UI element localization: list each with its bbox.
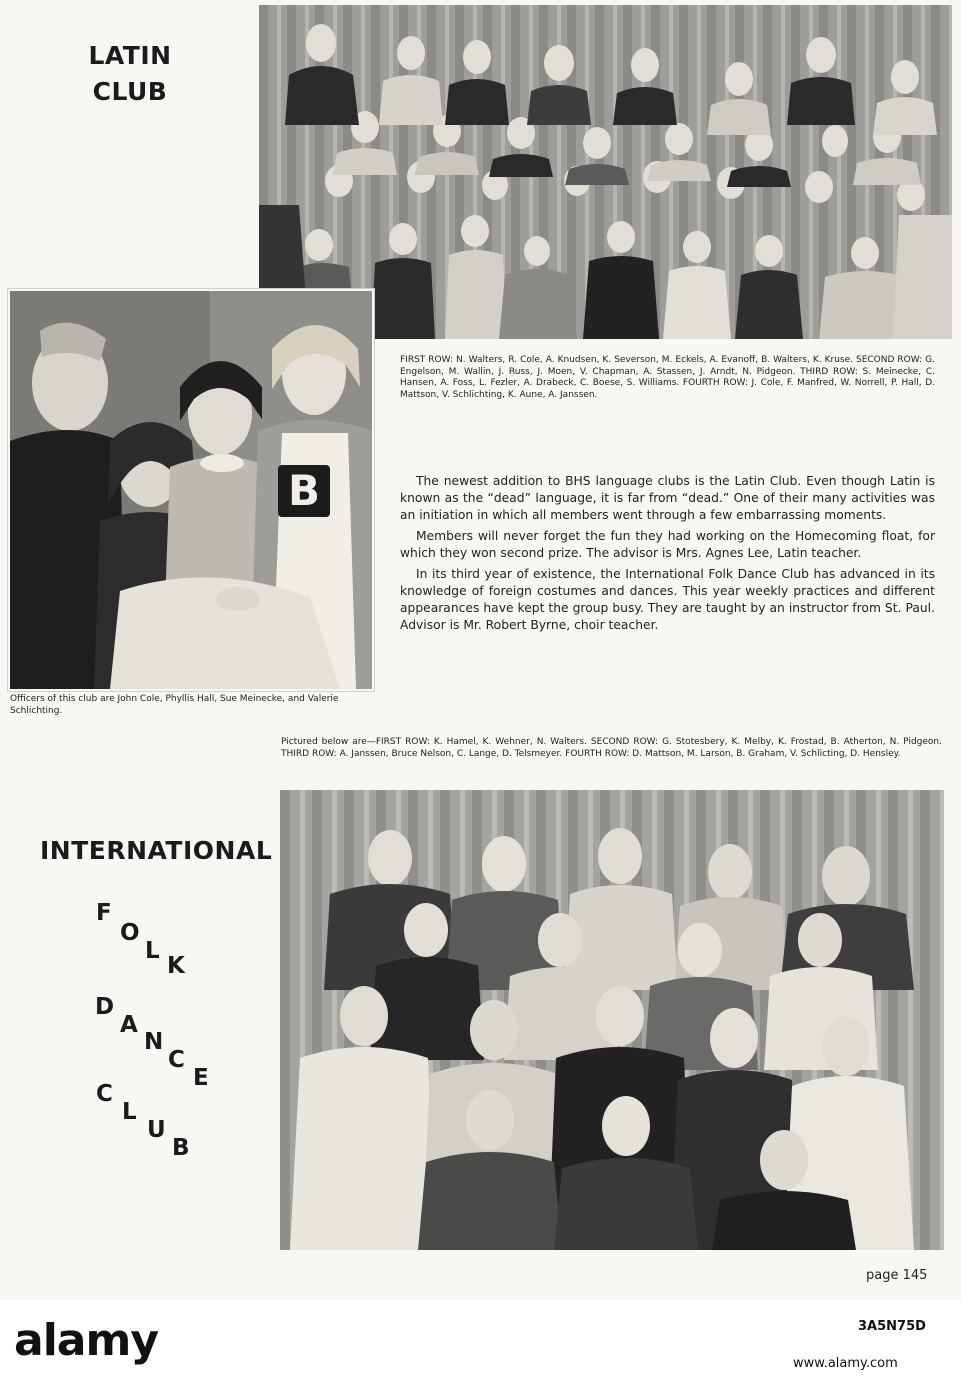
title-letter: B bbox=[172, 1135, 190, 1161]
title-letter: C bbox=[96, 1081, 113, 1107]
officers-photo-drawing bbox=[10, 291, 372, 689]
page-number: page 145 bbox=[866, 1268, 928, 1283]
latin-title-line1: LATIN bbox=[88, 41, 172, 70]
image-id: 3A5N75D bbox=[858, 1319, 926, 1334]
title-letter: C bbox=[168, 1047, 185, 1073]
latin-title-line2: CLUB bbox=[92, 77, 168, 106]
title-letter: L bbox=[122, 1099, 137, 1125]
svg-text:B: B bbox=[287, 466, 321, 515]
title-letter: L bbox=[145, 938, 160, 964]
title-letter: N bbox=[144, 1029, 164, 1055]
title-letter: F bbox=[96, 900, 112, 926]
latin-club-officers-photo bbox=[8, 289, 374, 691]
folk-dance-roster-caption: Pictured below are—FIRST ROW: K. Hamel, K. Wehner, N. Walters. SECOND ROW: G. Stotesbery, K. Melby, K. Frostad, B. Atherton, N. Pidgeon. THIRD ROW: A. Janssen, Bruce Nelson, C. Lange, D. Telsmeyer. FOURTH ROW: D. Mattson, M. Larson, B. Graham, V. Schlicting, D. Hensley. bbox=[281, 737, 942, 759]
watermark-url: www.alamy.com bbox=[793, 1356, 898, 1371]
alamy-logo: alamy bbox=[14, 1315, 158, 1366]
article-paragraph-3: In its third year of existence, the International Folk Dance Club has advanced in its knowledge of foreign costumes and dances. This year weekly practices and different appearances have kept the group busy. They are taught by an instructor from St. Paul. Advisor is Mr. Robert Byrne, choir teacher. bbox=[400, 567, 935, 632]
folk-group-photo-drawing bbox=[280, 790, 944, 1250]
latin-club-roster-caption: FIRST ROW: N. Walters, R. Cole, A. Knudsen, K. Severson, M. Eckels, A. Evanoff, B. Walters, K. Kruse. SECOND ROW: G. Engelson, M. Wallin, J. Russ, J. Moen, V. Chapman, A. Stassen, J. Arndt, N. Pidgeon. THIRD ROW: S. Meinecke, C. Hansen, A. Foss, L. Fezler, A. Drabeck, C. Boese, S. Williams. FOURTH ROW: J. Cole, F. Manfred, W. Norrell, P. Hall, D. Mattson, V. Schlichting, K. Aune, A. Janssen. bbox=[400, 355, 935, 400]
article-paragraph-2: Members will never forget the fun they had working on the Homecoming float, for which they won second prize. The advisor is Mrs. Agnes Lee, Latin teacher. bbox=[400, 529, 935, 560]
latin-club-title bbox=[80, 38, 180, 110]
folk-dance-club-group-photo bbox=[280, 790, 944, 1250]
title-letter: E bbox=[193, 1065, 209, 1091]
title-letter: U bbox=[147, 1117, 166, 1143]
officers-caption: Officers of this club are John Cole, Phyllis Hall, Sue Meinecke, and Valerie Schlichting. bbox=[10, 694, 339, 716]
title-letter: A bbox=[120, 1012, 138, 1038]
article-body bbox=[400, 473, 935, 638]
article-paragraph-1: The newest addition to BHS language clubs is the Latin Club. Even though Latin is known as the “dead” language, it is far from “dead.” One of their many activities was an initiation in which all members went through a few embarrassing moments. bbox=[400, 474, 935, 522]
international-title: INTERNATIONAL bbox=[40, 836, 273, 865]
title-letter: D bbox=[95, 994, 115, 1020]
title-letter: K bbox=[167, 953, 185, 979]
title-letter: O bbox=[120, 920, 140, 946]
